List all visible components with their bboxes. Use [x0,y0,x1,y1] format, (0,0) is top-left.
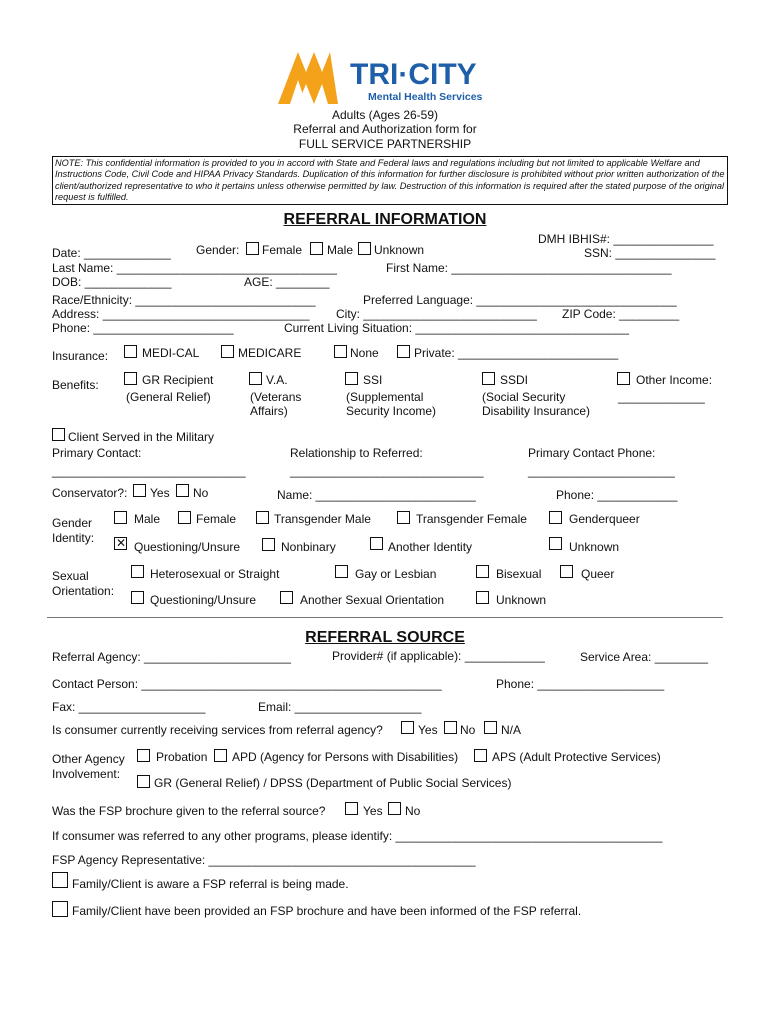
provider-number-field[interactable]: Provider# (if applicable): ____________ [332,649,545,663]
receiving-na-label: N/A [501,723,522,737]
ssn-field[interactable]: SSN: _______________ [584,246,716,260]
fax-field[interactable]: Fax: ___________________ [52,700,206,714]
conservator-yes-checkbox[interactable] [133,484,146,497]
relationship-label: Relationship to Referred: [290,446,423,460]
brochure-no-checkbox[interactable] [388,802,401,815]
gender-identity-label-2: Identity: [52,531,95,545]
insurance-none-checkbox[interactable] [334,345,347,358]
benefits-ssdi-label: SSDI [500,373,529,387]
gi-trans-male-checkbox[interactable] [256,511,269,524]
gi-trans-female-label: Transgender Female [416,512,527,526]
so-questioning-checkbox[interactable] [131,591,144,604]
benefits-other-income-label: Other Income: [636,373,713,387]
benefits-ssi-label: SSI [363,373,383,387]
conservator-no-checkbox[interactable] [176,484,189,497]
receiving-no-label: No [460,723,476,737]
primary-contact-field[interactable]: _____________________________ [52,464,246,478]
apd-label: APD (Agency for Persons with Disabilities) [232,750,459,764]
military-label: Client Served in the Military [68,430,215,444]
gi-questioning-label: Questioning/Unsure [134,540,241,554]
confidentiality-note: NOTE: This confidential information is provided to you in accord with State and Federal laws and regulations including but not limited to applicable Welfare and Instructions Code, Civil Code and HIPAA Privacy Standards. Duplication of this information for further disclosure is prohibited without prior written authorization of the client/authorized representative to who it pertains unless otherwise permitted by law. Destruction of this information is required after the stated purpose of the original request is fulfilled. [52,156,728,205]
primary-contact-label: Primary Contact: [52,446,142,460]
gi-another-label: Another Identity [388,540,473,554]
city-field[interactable]: City: __________________________ [336,307,537,321]
living-situation-field[interactable]: Current Living Situation: ________________________________ [284,321,629,335]
gender-male-checkbox[interactable] [310,242,323,255]
brochure-question: Was the FSP brochure given to the referral source? [52,804,326,818]
form-age-group: Adults (Ages 26-59) [331,108,439,122]
race-ethnicity-field[interactable]: Race/Ethnicity: ___________________________ [52,293,316,307]
probation-label: Probation [156,750,208,764]
so-another-label: Another Sexual Orientation [300,593,445,607]
benefits-gr-checkbox[interactable] [124,372,137,385]
zip-code-field[interactable]: ZIP Code: _________ [562,307,680,321]
gi-genderqueer-label: Genderqueer [569,512,640,526]
svg-text:TRI·CITY: TRI·CITY [350,58,477,91]
email-field[interactable]: Email: ___________________ [258,700,422,714]
service-area-field[interactable]: Service Area: ________ [580,650,709,664]
first-name-field[interactable]: First Name: _________________________________ [386,261,672,275]
gender-female-label: Female [262,243,303,257]
benefits-ssi-checkbox[interactable] [345,372,358,385]
other-agency-label-2: Involvement: [52,767,121,781]
benefits-ssdi-sublabel: (Social Security [482,390,566,404]
gi-female-checkbox[interactable] [178,511,191,524]
gi-unknown-checkbox[interactable] [549,537,562,550]
date-field[interactable]: Date: _____________ [52,246,171,260]
receiving-no-checkbox[interactable] [444,721,457,734]
gender-female-checkbox[interactable] [246,242,259,255]
gender-identity-label: Gender [52,516,93,530]
benefits-gr-sublabel: (General Relief) [126,390,211,404]
receiving-yes-checkbox[interactable] [401,721,414,734]
gender-unknown-label: Unknown [374,243,425,257]
conservator-phone-field[interactable]: Phone: ____________ [556,488,678,502]
gender-unknown-checkbox[interactable] [358,242,371,255]
so-unknown-label: Unknown [496,593,547,607]
insurance-private-field[interactable]: Private: ________________________ [414,346,619,360]
dmh-ibhis-field[interactable]: DMH IBHIS#: _______________ [538,232,714,246]
gi-trans-female-checkbox[interactable] [397,511,410,524]
section-title-referral-source: REFERRAL SOURCE [305,629,465,646]
age-field[interactable]: AGE: ________ [244,275,330,289]
gi-genderqueer-checkbox[interactable] [549,511,562,524]
gr-dpss-checkbox[interactable] [137,775,150,788]
address-field[interactable]: Address: _______________________________ [52,307,310,321]
form-title: Referral and Authorization form for [293,122,477,136]
benefits-va-checkbox[interactable] [249,372,262,385]
apd-checkbox[interactable] [214,749,227,762]
insurance-medical-label: MEDI-CAL [142,346,200,360]
receiving-yes-label: Yes [418,723,438,737]
gi-male-checkbox[interactable] [114,511,127,524]
military-checkbox[interactable] [52,428,65,441]
gi-nonbinary-checkbox[interactable] [262,538,275,551]
conservator-no-label: No [193,486,209,500]
benefits-label: Benefits: [52,378,99,392]
insurance-label: Insurance: [52,349,109,363]
contact-person-field[interactable]: Contact Person: _____________________________________________ [52,677,442,691]
benefits-ssdi-checkbox[interactable] [482,372,495,385]
receiving-services-question: Is consumer currently receiving services from referral agency? [52,723,383,737]
benefits-va-sublabel-2: Affairs) [250,404,288,418]
gi-another-checkbox[interactable] [370,537,383,550]
brochure-yes-label: Yes [363,804,383,818]
benefits-ssi-sublabel-2: Security Income) [346,404,437,418]
so-unknown-checkbox[interactable] [476,591,489,604]
so-gay-checkbox[interactable] [335,565,348,578]
section-divider [47,617,723,618]
primary-contact-phone-label: Primary Contact Phone: [528,446,656,460]
referral-agency-field[interactable]: Referral Agency: ______________________ [52,650,291,664]
other-programs-field[interactable]: If consumer was referred to any other programs, please identify: ________________________________________ [52,829,663,843]
svg-text:Mental Health Services: Mental Health Services [368,91,483,103]
aps-checkbox[interactable] [474,749,487,762]
relationship-field[interactable]: _____________________________ [290,464,484,478]
insurance-medicare-label: MEDICARE [238,346,302,360]
gi-female-label: Female [196,512,237,526]
so-hetero-checkbox[interactable] [131,565,144,578]
fsp-representative-field[interactable]: FSP Agency Representative: ________________________________________ [52,853,476,867]
benefits-ssi-sublabel: (Supplemental [346,390,424,404]
so-gay-label: Gay or Lesbian [355,567,437,581]
insurance-none-label: None [350,346,379,360]
gender-male-label: Male [327,243,354,257]
insurance-medicare-checkbox[interactable] [221,345,234,358]
preferred-language-field[interactable]: Preferred Language: ______________________________ [363,293,677,307]
gender-label: Gender: [196,243,240,257]
conservator-name-field[interactable]: Name: ________________________ [277,488,476,502]
benefits-ssdi-sublabel-2: Disability Insurance) [482,404,591,418]
family-brochure-checkbox[interactable] [52,901,68,917]
so-hetero-label: Heterosexual or Straight [150,567,280,581]
other-agency-label: Other Agency [52,752,125,766]
aps-label: APS (Adult Protective Services) [492,750,661,764]
gi-unknown-label: Unknown [569,540,620,554]
form-program: FULL SERVICE PARTNERSHIP [298,137,472,151]
conservator-yes-label: Yes [150,486,170,500]
insurance-private-checkbox[interactable] [397,345,410,358]
sexual-orientation-label: Sexual [52,569,89,583]
benefits-va-label: V.A. [266,373,288,387]
conservator-label: Conservator?: [52,486,128,500]
benefits-va-sublabel: (Veterans [250,390,302,404]
benefits-other-income-field[interactable]: _____________ [618,390,705,404]
brochure-no-label: No [405,804,421,818]
so-questioning-label: Questioning/Unsure [150,593,257,607]
last-name-field[interactable]: Last Name: _________________________________ [52,261,337,275]
section-title-referral-information: REFERRAL INFORMATION [283,211,487,228]
dob-field[interactable]: DOB: _____________ [52,275,172,289]
gr-dpss-label: GR (General Relief) / DPSS (Department of Public Social Services) [154,776,512,790]
brochure-yes-checkbox[interactable] [345,802,358,815]
sexual-orientation-label-2: Orientation: [52,584,115,598]
tri-city-logo [276,44,496,110]
gi-trans-male-label: Transgender Male [274,512,371,526]
insurance-medical-checkbox[interactable] [124,345,137,358]
probation-checkbox[interactable] [137,749,150,762]
gi-nonbinary-label: Nonbinary [281,540,336,554]
so-queer-checkbox[interactable] [560,565,573,578]
so-bisexual-checkbox[interactable] [476,565,489,578]
family-aware-label: Family/Client is aware a FSP referral is being made. [72,877,349,891]
referral-phone-field[interactable]: Phone: ___________________ [496,677,665,691]
benefits-other-income-checkbox[interactable] [617,372,630,385]
so-queer-label: Queer [581,567,615,581]
gi-questioning-checkbox[interactable] [114,537,127,550]
primary-contact-phone-field[interactable]: ______________________ [528,464,675,478]
family-brochure-label: Family/Client have been provided an FSP brochure and have been informed of the FSP referral. [72,904,582,918]
so-bisexual-label: Bisexual [496,567,542,581]
receiving-na-checkbox[interactable] [484,721,497,734]
gi-male-label: Male [134,512,161,526]
phone-field[interactable]: Phone: _____________________ [52,321,234,335]
family-aware-checkbox[interactable] [52,872,68,888]
benefits-gr-label: GR Recipient [142,373,214,387]
so-another-checkbox[interactable] [280,591,293,604]
